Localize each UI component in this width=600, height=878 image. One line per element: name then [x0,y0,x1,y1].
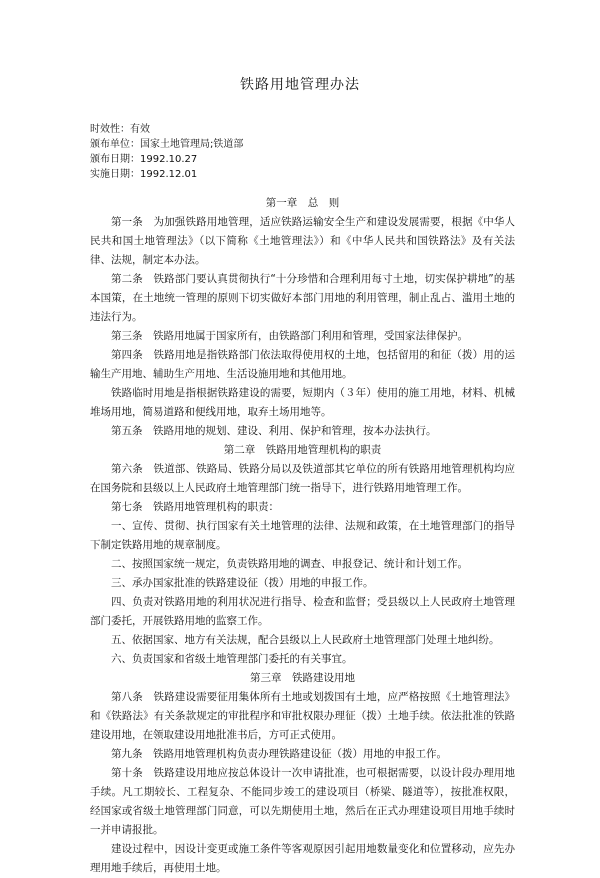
document-body [90,194,515,878]
paragraph: 一、宣传、贯彻、执行国家有关土地管理的法律、法规和政策，在土地管理部门的指导下制定铁路用地的规章制度。 [90,520,515,551]
meta-line: 时效性：有效 [90,124,150,135]
document-title: 铁路用地管理办法 [240,77,360,93]
document-meta [90,122,243,182]
paragraph: 第四条 铁路用地是指铁路部门依法取得使用权的土地，包括留用的和征（拨）用的运输生产用地、辅助生产用地、生活设施用地和其他用地。 [90,349,515,380]
paragraph: 五、依据国家、地方有关法规，配合县级以上人民政府土地管理部门处理土地纠纷。 [111,634,500,646]
chapter-heading: 第一章 总 则 [265,197,340,209]
meta-line: 颁布日期：1992.10.27 [90,154,198,165]
meta-line: 颁布单位：国家土地管理局;铁道部 [90,139,244,150]
paragraph: 铁路临时用地是指根据铁路建设的需要，短期内（３年）使用的施工用地，材料、机械堆场用地，简易道路和便线用地，取弃土场用地等。 [90,387,515,418]
meta-line: 实施日期：1992.12.01 [90,169,198,180]
paragraph: 第三条 铁路用地属于国家所有，由铁路部门利用和管理，受国家法律保护。 [111,330,468,342]
paragraph: 第二条 铁路部门要认真贯彻执行“十分珍惜和合理利用每寸土地，切实保护耕地”的基本国策，在土地统一管理的原则下切实做好本部门用地的利用管理，制止乱占、滥用土地的违法行为。 [90,273,515,323]
paragraph: 三、承办国家批准的铁路建设征（拨）用地的申报工作。 [111,577,374,589]
paragraph: 第五条 铁路用地的规划、建设、利用、保护和管理，按本办法执行。 [111,425,437,437]
paragraph: 第八条 铁路建设需要征用集体所有土地或划拨国有土地，应严格按照《土地管理法》和《铁路法》有关条款规定的审批程序和审批权限办理征（拨）土地手续。依法批准的铁路建设用地，在领取建设用地批准书后，方可正式使用。 [90,691,515,741]
chapter-heading: 第三章 铁路建设用地 [250,672,355,684]
paragraph: 建设过程中，因设计变更或施工条件等客观原因引起用地数量变化和位置移动，应先办理用地手续后，再使用土地。 [90,843,515,874]
paragraph: 第十条 铁路建设用地应按总体设计一次申请批准，也可根据需要，以设计段办理用地手续。凡工期较长、工程复杂、不能同步竣工的建设项目（桥梁、隧道等），按批准权限，经国家或省级土地管理部门同意，可以先期使用土地，然后在正式办理建设项目用地手续时一并申请报批。 [90,767,515,836]
paragraph: 四、负责对铁路用地的利用状况进行指导、检查和监督；受县级以上人民政府土地管理部门委托，开展铁路用地的监察工作。 [90,596,515,627]
paragraph: 第七条 铁路用地管理机构的职责： [111,501,279,513]
paragraph: 第一条 为加强铁路用地管理，适应铁路运输安全生产和建设发展需要，根据《中华人民共和国土地管理法》（以下简称《土地管理法》）和《中华人民共和国铁路法》及有关法律、法规，制定本办法。 [90,216,515,266]
paragraph: 二、按照国家统一规定，负责铁路用地的调查、申报登记、统计和计划工作。 [111,558,468,570]
paragraph: 第九条 铁路用地管理机构负责办理铁路建设征（拨）用地的申报工作。 [111,748,447,760]
paragraph: 第六条 铁道部、铁路局、铁路分局以及铁道部其它单位的所有铁路用地管理机构均应在国务院和县级以上人民政府土地管理部门统一指导下，进行铁路用地管理工作。 [90,463,515,494]
paragraph: 六、负责国家和省级土地管理部门委托的有关事宜。 [111,653,353,665]
chapter-heading: 第二章 铁路用地管理机构的职责 [223,444,382,456]
